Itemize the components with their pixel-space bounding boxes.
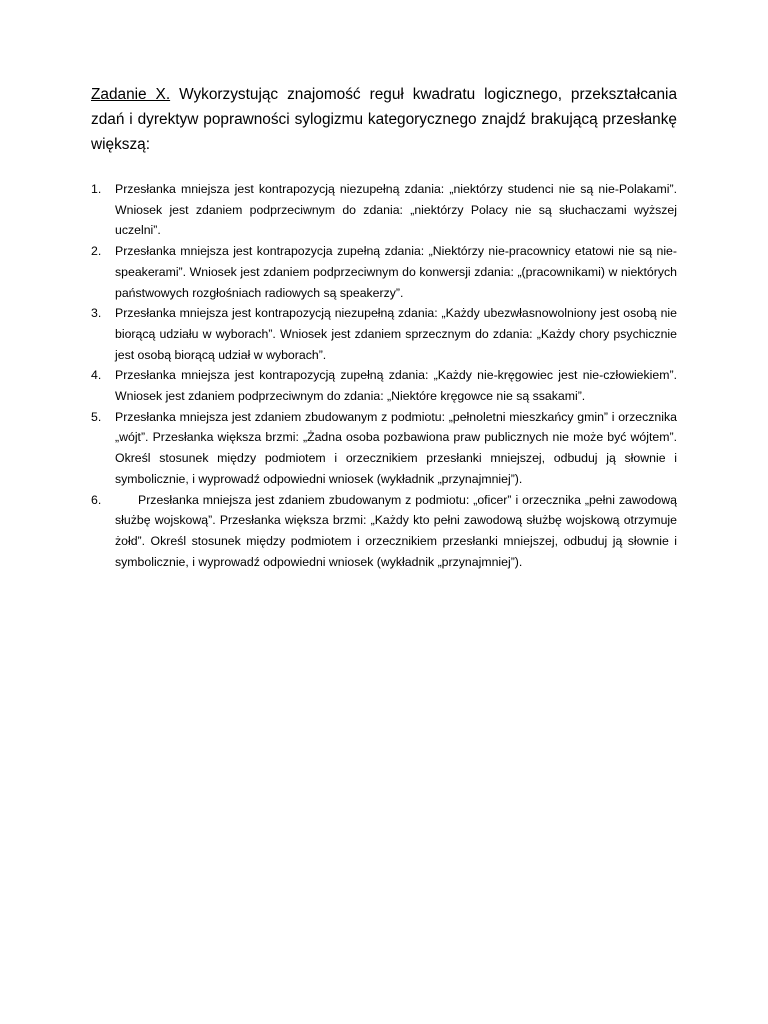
item-text: Przesłanka mniejsza jest zdaniem zbudowanym z podmiotu: „oficer” i orzecznika „pełni zawodową służbę wojskową”. Przesłanka większa brzmi: „Każdy kto pełni zawodową służbę wojskową otrzymuje żołd”. Określ stosunek między podmiotem i orzecznikiem przesłanki mniejszej, odbuduj ją słownie i symbolicznie, i wyprowadź odpowiedni wniosek (wykładnik „przynajmniej”).: [115, 492, 677, 569]
item-text: Przesłanka mniejsza jest kontrapozycją niezupełną zdania: „niektórzy studenci nie są nie-Polakami”. Wniosek jest zdaniem podprzeciwnym do zdania: „niektórzy Polacy nie są słuchaczami wyższej uczelni”.: [115, 182, 677, 238]
item-number: 5.: [91, 409, 102, 424]
item-number: 3.: [91, 306, 102, 321]
item-number: 1.: [91, 182, 102, 196]
list-item: [91, 241, 677, 303]
item-number: 6.: [91, 492, 102, 507]
task-label: Zadanie X.: [91, 86, 171, 103]
item-text: Przesłanka mniejsza jest kontrapozycją zupełną zdania: „Każdy nie-kręgowiec jest nie-człowiekiem”. Wniosek jest zdaniem podprzeciwnym do zdania: „Niektóre kręgowce nie są ssakami”.: [115, 368, 677, 404]
list-item: [91, 303, 677, 365]
item-text: Przesłanka mniejsza jest kontrapozycją niezupełną zdania: „Każdy ubezwłasnowolniony jest osobą nie biorącą udziału w wyborach”. Wniosek jest zdaniem sprzecznym do zdania: „Każdy chory psychicznie jest osobą biorącą udział w wyborach”.: [115, 306, 677, 362]
item-text: Przesłanka mniejsza jest kontrapozycja zupełną zdania: „Niektórzy nie-pracownicy etatowi nie są nie-speakerami”. Wniosek jest zdaniem podprzeciwnym do konwersji zdania: „(pracownikami) w niektórych państwowych rozgłośniach radiowych są speakerzy”.: [115, 244, 677, 300]
document-page: [91, 82, 677, 572]
list-item: [91, 490, 677, 573]
task-heading: [91, 82, 677, 157]
exercise-list: [91, 179, 677, 572]
task-text: Wykorzystując znajomość reguł kwadratu logicznego, przekształcania zdań i dyrektyw poprawności sylogizmu kategorycznego znajdź brakującą przesłankę większą:: [91, 86, 678, 153]
list-item: [91, 365, 677, 406]
item-number: 4.: [91, 368, 102, 383]
list-item: [91, 407, 677, 490]
item-number: 2.: [91, 244, 102, 259]
item-text: Przesłanka mniejsza jest zdaniem zbudowanym z podmiotu: „pełnoletni mieszkańcy gmin” i orzecznika „wójt”. Przesłanka większa brzmi: „Żadna osoba pozbawiona praw publicznych nie może być wójtem”. Określ stosunek między podmiotem i orzecznikiem przesłanki mniejszej, odbuduj ją słownie i symbolicznie, i wyprowadź odpowiedni wniosek (wykładnik „przynajmniej”).: [115, 409, 677, 486]
list-item: [91, 179, 677, 241]
